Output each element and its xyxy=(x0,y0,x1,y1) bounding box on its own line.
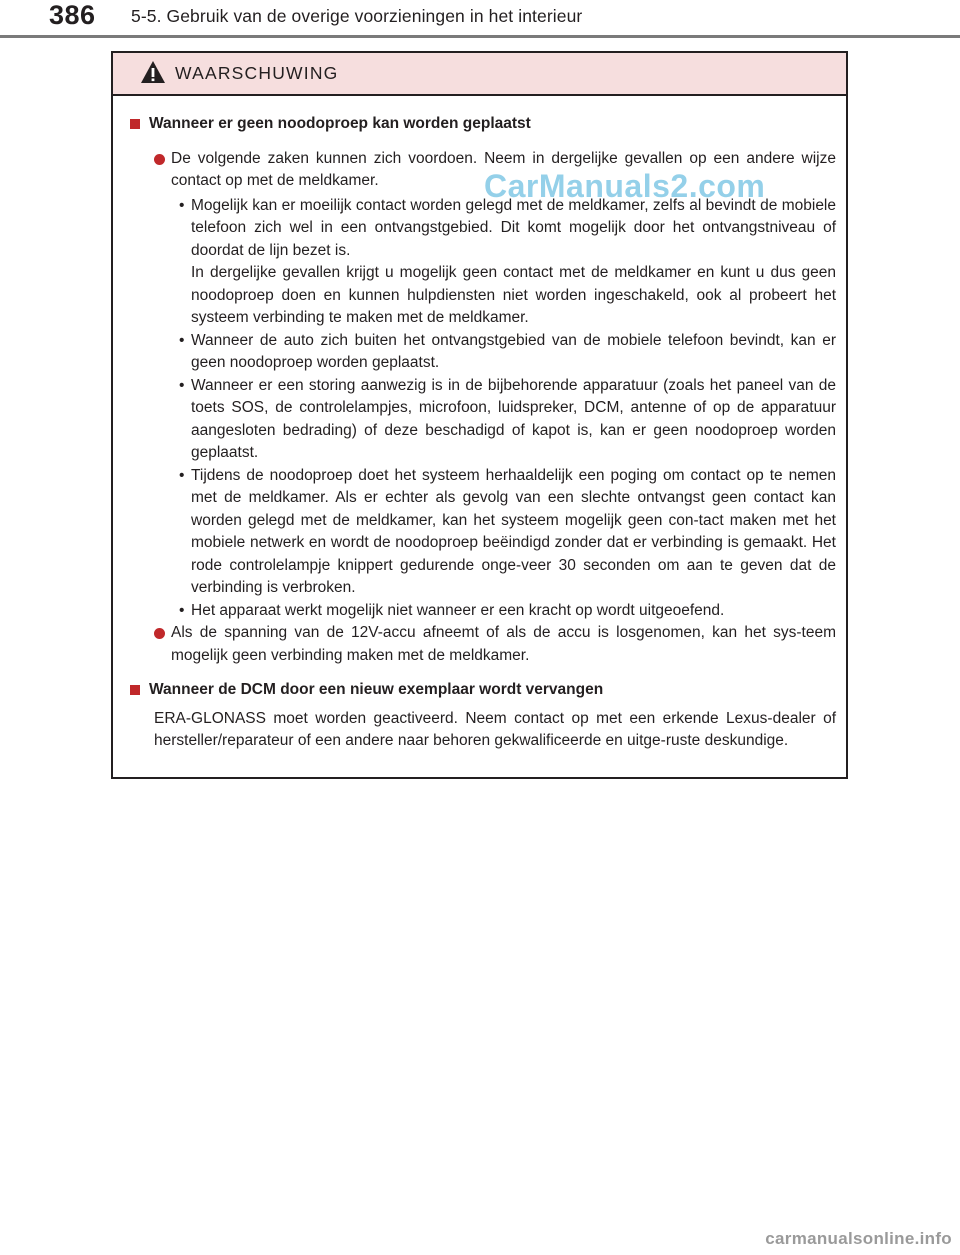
page-header xyxy=(0,0,960,40)
warning-triangle-icon xyxy=(140,60,166,84)
section-heading xyxy=(130,113,836,136)
bullet-text: Als de spanning van de 12V-accu afneemt of als de accu is losgenomen, kan het sys-teem mogelijk geen verbinding maken met de meldkamer. xyxy=(171,624,836,664)
section-heading-text: Wanneer er geen noodoproep kan worden geplaatst xyxy=(149,115,531,132)
warning-label: WAARSCHUWING xyxy=(175,63,339,83)
red-square-icon xyxy=(130,685,140,695)
footer-watermark: carmanualsonline.info xyxy=(765,1229,952,1248)
page-number: 386 xyxy=(49,0,96,30)
sub-item-text: Tijdens de noodoproep doet het systeem herhaaldelijk een poging om contact op te nemen met de meldkamer. Als er echter als gevolg van een slechte ontvangst geen contact kan worden gelegd met de meldkamer, kan het systeem mogelijk geen con-tact maken met het mobiele netwerk en wordt de noodoproep beëindigd zonder dat er verbinding is gemaakt. Het rode controlelampje knippert gedurende onge-veer 30 seconden om aan te geven dat de verbinding is verbroken. xyxy=(191,466,836,596)
section-paragraph: ERA-GLONASS moet worden geactiveerd. Neem contact op met een erkende Lexus-dealer of hersteller/reparateur of een andere naar behoren gekwalificeerde en uitge-ruste deskundige. xyxy=(154,709,836,749)
bullet-mark-icon: • xyxy=(179,601,185,619)
sub-item-text: Mogelijk kan er moeilijk contact worden gelegd met de meldkamer, zelfs al bevindt de mobiele telefoon zich wel in een ontvangstgebied. Dit komt mogelijk door het ontvangstniveau of doordat de lijn bezet is. xyxy=(191,196,836,259)
sub-item-text: Het apparaat werkt mogelijk niet wanneer er een kracht op wordt uitgeoefend. xyxy=(191,601,725,619)
section-title: 5-5. Gebruik van de overige voorzieningen in het interieur xyxy=(131,6,583,26)
bullet-mark-icon: • xyxy=(179,196,185,214)
section-heading xyxy=(130,679,836,702)
bullet-item xyxy=(130,622,836,667)
section-heading-text: Wanneer de DCM door een nieuw exemplaar wordt vervangen xyxy=(149,681,604,698)
red-dot-icon xyxy=(154,154,165,165)
bullet-mark-icon: • xyxy=(179,376,185,394)
watermark: CarManuals2.com xyxy=(484,168,766,204)
sub-item xyxy=(130,375,836,465)
warning-header xyxy=(113,53,846,96)
sub-item-text: Wanneer er een storing aanwezig is in de bijbehorende apparatuur (zoals het paneel van de toets SOS, de controlelampjes, microfoon, luidspreker, DCM, antenne of op de apparatuur aangesloten bedrading) of deze beschadigd of kapot is, kan er geen noodoproep worden geplaatst. xyxy=(191,376,836,461)
sub-item xyxy=(130,195,836,330)
bullet-mark-icon: • xyxy=(179,331,185,349)
warning-box xyxy=(111,51,848,779)
bullet-mark-icon: • xyxy=(179,466,185,484)
sub-item-text: Wanneer de auto zich buiten het ontvangstgebied van de mobiele telefoon bevindt, kan er geen noodoproep worden geplaatst. xyxy=(191,331,836,371)
header-rule xyxy=(0,35,960,38)
sub-item-extra-text: In dergelijke gevallen krijgt u mogelijk geen contact met de meldkamer en kunt u dus geen noodoproep doen en kunnen hulpdiensten niet worden ingeschakeld, ook al probeert het systeem verbinding te maken met de meldkamer. xyxy=(191,264,836,326)
sub-item xyxy=(130,465,836,600)
sub-item xyxy=(130,330,836,375)
sub-item xyxy=(130,600,836,623)
red-square-icon xyxy=(130,119,140,129)
bullet-text: De volgende zaken kunnen zich voordoen. Neem in dergelijke gevallen op een andere wijze contact op met de meldkamer. xyxy=(171,149,836,189)
red-dot-icon xyxy=(154,628,165,639)
